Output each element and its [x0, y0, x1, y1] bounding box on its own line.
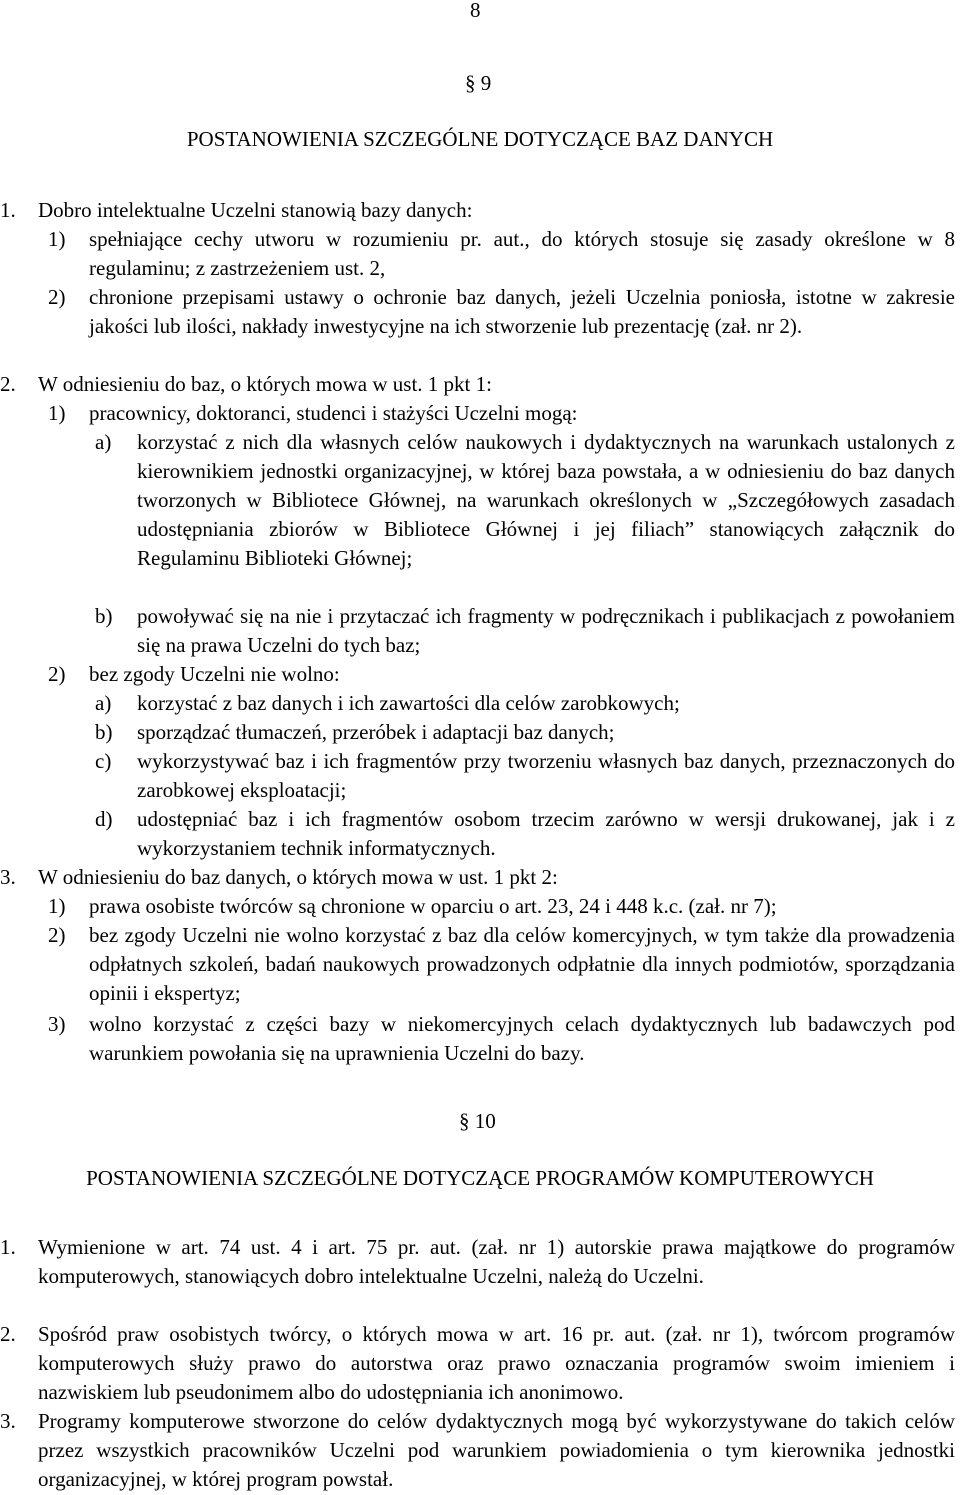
section-9-sign: § 9: [465, 71, 492, 95]
list-text: powoływać się na nie i przytaczać ich fragmenty w podręcznikach i publikacjach z powołaniem się na prawa Uczelni do tych baz;: [137, 604, 955, 657]
list-text: bez zgody Uczelni nie wolno:: [89, 662, 340, 686]
list-text: korzystać z nich dla własnych celów naukowych i dydaktycznych na warunkach ustalonych z kierownikiem jednostki organizacyjnej, w której baza powstała, a w odniesieniu do baz danych tworzonych w Bibliotece Głównej, na warunkach określonych w „Szczegółowych zasadach udostępniania zbiorów w Bibliotece Głównej i jej filiach” stanowiących załącznik do Regulaminu Biblioteki Głównej;: [137, 430, 955, 570]
list-text: sporządzać tłumaczeń, przeróbek i adaptacji baz danych;: [137, 720, 615, 744]
list-text: korzystać z baz danych i ich zawartości dla celów zarobkowych;: [137, 691, 680, 715]
s10-item-2: [0, 1320, 955, 1407]
s9-p3-number: 3.: [0, 865, 16, 889]
s9-p1-text: Dobro intelektualne Uczelni stanowią bazy danych:: [38, 198, 473, 222]
list-number: 2): [48, 662, 66, 686]
section-9-title: POSTANOWIENIA SZCZEGÓLNE DOTYCZĄCE BAZ DANYCH: [186, 127, 774, 151]
list-number: 1): [48, 401, 66, 425]
s9-p2-text: W odniesieniu do baz, o których mowa w ust. 1 pkt 1:: [38, 372, 492, 396]
list-number: 1): [48, 894, 66, 918]
s9-p3-item-2: [48, 921, 955, 1008]
list-text: wykorzystywać baz i ich fragmentów przy tworzeniu własnych baz danych, przeznaczonych do zarobkowej eksploatacji;: [137, 749, 955, 802]
list-text: Programy komputerowe stworzone do celów dydaktycznych mogą być wykorzystywane do takich celów przez wszystkich pracowników Uczelni pod warunkiem powiadomienia o tym kierownika jednostki organizacyjnej, w której program powstał.: [38, 1409, 955, 1491]
list-letter: b): [95, 720, 113, 744]
list-text: pracownicy, doktoranci, studenci i stażyści Uczelni mogą:: [89, 401, 578, 425]
list-letter: b): [95, 604, 113, 628]
s9-p2-number: 2.: [0, 372, 16, 396]
list-text: Spośród praw osobistych twórcy, o których mowa w art. 16 pr. aut. (zał. nr 1), twórcom programów komputerowych służy prawo do autorstwa oraz prawo oznaczania programów swoim imieniem i nazwiskiem lub pseudonimem albo do udostępniania ich anonimowo.: [38, 1322, 955, 1404]
list-number: 3.: [0, 1409, 16, 1433]
s9-p3-item-1: [48, 892, 955, 921]
list-number: 1): [48, 227, 66, 251]
list-text: wolno korzystać z części bazy w niekomercyjnych celach dydaktycznych lub badawczych pod warunkiem powołania się na uprawnienia Uczelni do bazy.: [89, 1012, 955, 1065]
s9-p2-item-1-a: [95, 428, 955, 573]
list-number: 2.: [0, 1322, 16, 1346]
s9-p3-item-3: [48, 1010, 955, 1068]
s9-p1-number: 1.: [0, 198, 16, 222]
list-number: 2): [48, 923, 66, 947]
s9-paragraph-2: [0, 370, 955, 399]
s9-p2-item-1-b: [95, 602, 955, 660]
list-letter: c): [95, 749, 112, 773]
section-10-title: POSTANOWIENIA SZCZEGÓLNE DOTYCZĄCE PROGRAMÓW KOMPUTEROWYCH: [86, 1166, 874, 1190]
list-text: spełniające cechy utworu w rozumieniu pr. aut., do których stosuje się zasady określone w 8 regulaminu; z zastrzeżeniem ust. 2,: [89, 227, 955, 280]
list-number: 2): [48, 285, 66, 309]
list-text: chronione przepisami ustawy o ochronie baz danych, jeżeli Uczelnia poniosła, istotne w zakresie jakości lub ilości, nakłady inwestycyjne na ich stworzenie lub prezentację (zał. nr 2).: [89, 285, 955, 338]
s9-p2-item-2-c: [95, 747, 955, 805]
s9-p2-item-2: [48, 660, 955, 689]
list-number: 1.: [0, 1235, 16, 1259]
s9-p2-item-2-d: [95, 805, 955, 863]
list-number: 3): [48, 1012, 66, 1036]
list-text: udostępniać baz i ich fragmentów osobom trzecim zarówno w wersji drukowanej, jak i z wykorzystaniem technik informatycznych.: [137, 807, 955, 860]
s9-p2-item-2-a: [95, 689, 955, 718]
s9-p2-item-2-b: [95, 718, 955, 747]
list-text: bez zgody Uczelni nie wolno korzystać z baz dla celów komercyjnych, w tym także dla prowadzenia odpłatnych szkoleń, badań naukowych prowadzonych odpłatnie dla innych podmiotów, sporządzania opinii i ekspertyz;: [89, 923, 955, 1005]
s10-item-3: [0, 1407, 955, 1494]
s9-p1-item-2: [48, 283, 955, 341]
s9-p1-item-1: [48, 225, 955, 283]
list-text: prawa osobiste twórców są chronione w oparciu o art. 23, 24 i 448 k.c. (zał. nr 7);: [89, 894, 777, 918]
list-text: Wymienione w art. 74 ust. 4 i art. 75 pr. aut. (zał. nr 1) autorskie prawa majątkowe do programów komputerowych, stanowiących dobro intelektualne Uczelni, należą do Uczelni.: [38, 1235, 955, 1288]
s10-item-1: [0, 1233, 955, 1291]
s9-p2-item-1: [48, 399, 955, 428]
s9-paragraph-1: [0, 196, 955, 225]
list-letter: d): [95, 807, 113, 831]
section-10-sign: § 10: [459, 1109, 496, 1133]
list-letter: a): [95, 691, 112, 715]
s9-paragraph-3: [0, 863, 955, 892]
list-letter: a): [95, 430, 112, 454]
page-number: 8: [470, 0, 481, 22]
s9-p3-text: W odniesieniu do baz danych, o których mowa w ust. 1 pkt 2:: [38, 865, 558, 889]
